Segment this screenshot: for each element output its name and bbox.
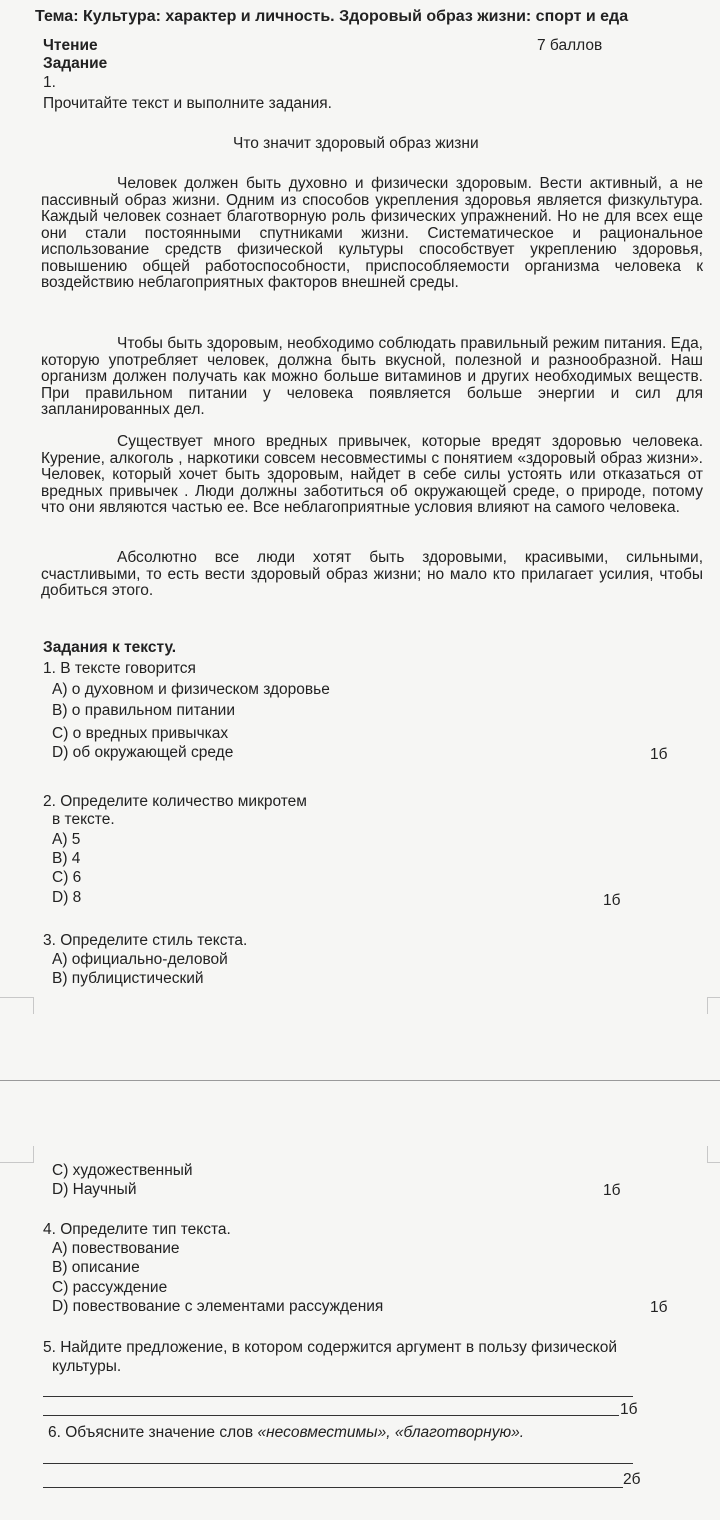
answer-line-5a[interactable] <box>43 1396 633 1397</box>
points-label: 7 баллов <box>537 37 603 54</box>
paragraph-3: Существует много вредных привычек, которые вредят здоровью человека. Курение, алкоголь , наркотики совсем несовместимы с понятием «здоровый образ жизни». Человек, который хочет быть здоровым, найдет в себе силы устоять или отказаться от вредных привычек . Люди должны заботиться об окружающей среде, о природе, потому что они являются частью ее. Все неблагоприятные условия влияют на самого человека. <box>41 433 703 516</box>
q5-score: 1б <box>620 1401 638 1418</box>
paragraph-1: Человек должен быть духовно и физически здоровым. Вести активный, а не пассивный образ жизни. Одним из способов укрепления здоровья является физкультура. Каждый человек сознает благотворную роль физических упражнений. Но не для всех еще они стали постоянными спутниками жизни. Систематическое и рациональное использование средств физической культуры способствует укреплению здоровья, повышению общей работоспособности, приспособляемости организма человека к воздействию неблагоприятных факторов внешней среды. <box>41 175 703 291</box>
page-corner-bottom-left <box>0 1146 34 1163</box>
q4-option-c: C) рассуждение <box>52 1279 168 1296</box>
q3-option-a: A) официально-деловой <box>52 951 228 968</box>
answer-line-6a[interactable] <box>43 1463 633 1464</box>
question-5: 5. Найдите предложение, в котором содержится аргумент в пользу физической <box>43 1339 618 1356</box>
paragraph-2: Чтобы быть здоровым, необходимо соблюдать правильный режим питания. Еда, которую употребляет человек, должна быть вкусной, полезной и разнообразной. Наш организм должен получать как можно больше витаминов и других необходимых веществ. При правильном питании у человека появляется больше энергии и сил для запланированных дел. <box>41 335 703 418</box>
q2-option-a: A) 5 <box>52 831 81 848</box>
q4-option-a: A) повествование <box>52 1240 180 1257</box>
q1-option-c: C) о вредных привычках <box>52 725 229 742</box>
q1-option-d: D) об окружающей среде <box>52 744 234 761</box>
question-2-cont: в тексте. <box>52 811 115 828</box>
q3-option-c: C) художественный <box>52 1162 193 1179</box>
q2-option-d: D) 8 <box>52 889 82 906</box>
q4-option-d: D) повествование с элементами рассуждения <box>52 1298 384 1315</box>
paragraph-4: Абсолютно все люди хотят быть здоровыми, красивыми, сильными, счастливыми, то есть вести здоровый образ жизни; но мало кто прилагает усилия, чтобы добиться этого. <box>41 549 703 599</box>
question-3: 3. Определите стиль текста. <box>43 932 248 949</box>
task-label: Задание <box>43 55 108 72</box>
topic-heading: Тема: Культура: характер и личность. Здоровый образ жизни: спорт и еда <box>35 8 629 25</box>
q4-score: 1б <box>650 1299 668 1316</box>
q3-score: 1б <box>603 1182 621 1199</box>
answer-line-6b[interactable] <box>43 1487 623 1488</box>
q1-option-b: B) о правильном питании <box>52 702 235 719</box>
question-6-prefix: 6. Объясните значение слов <box>48 1424 258 1441</box>
page-corner-top-left <box>0 997 34 1014</box>
question-6 <box>48 1425 524 1442</box>
answer-line-5b[interactable] <box>43 1415 619 1416</box>
q3-option-d: D) Научный <box>52 1181 137 1198</box>
question-4: 4. Определите тип текста. <box>43 1221 231 1238</box>
text-title: Что значит здоровый образ жизни <box>233 135 479 152</box>
q2-option-c: C) 6 <box>52 869 82 886</box>
question-1: 1. В тексте говорится <box>43 660 196 677</box>
page-break-divider <box>0 1080 720 1081</box>
page-corner-bottom-right <box>707 1146 720 1163</box>
page-corner-top-right <box>707 997 720 1014</box>
q4-option-b: B) описание <box>52 1259 140 1276</box>
task-number: 1. <box>43 74 56 91</box>
question-6-terms: «несовместимы», «благотворную». <box>257 1424 525 1441</box>
q2-score: 1б <box>603 892 621 909</box>
question-5-cont: культуры. <box>52 1358 122 1375</box>
question-2: 2. Определите количество микротем <box>43 793 307 810</box>
section-label: Чтение <box>43 37 98 54</box>
q6-score: 2б <box>623 1471 641 1488</box>
instruction: Прочитайте текст и выполните задания. <box>43 95 332 112</box>
q1-option-a: A) о духовном и физическом здоровье <box>52 681 330 698</box>
tasks-heading: Задания к тексту. <box>43 639 177 656</box>
q1-score: 1б <box>650 746 668 763</box>
q2-option-b: B) 4 <box>52 850 81 867</box>
q3-option-b: B) публицистический <box>52 970 204 987</box>
